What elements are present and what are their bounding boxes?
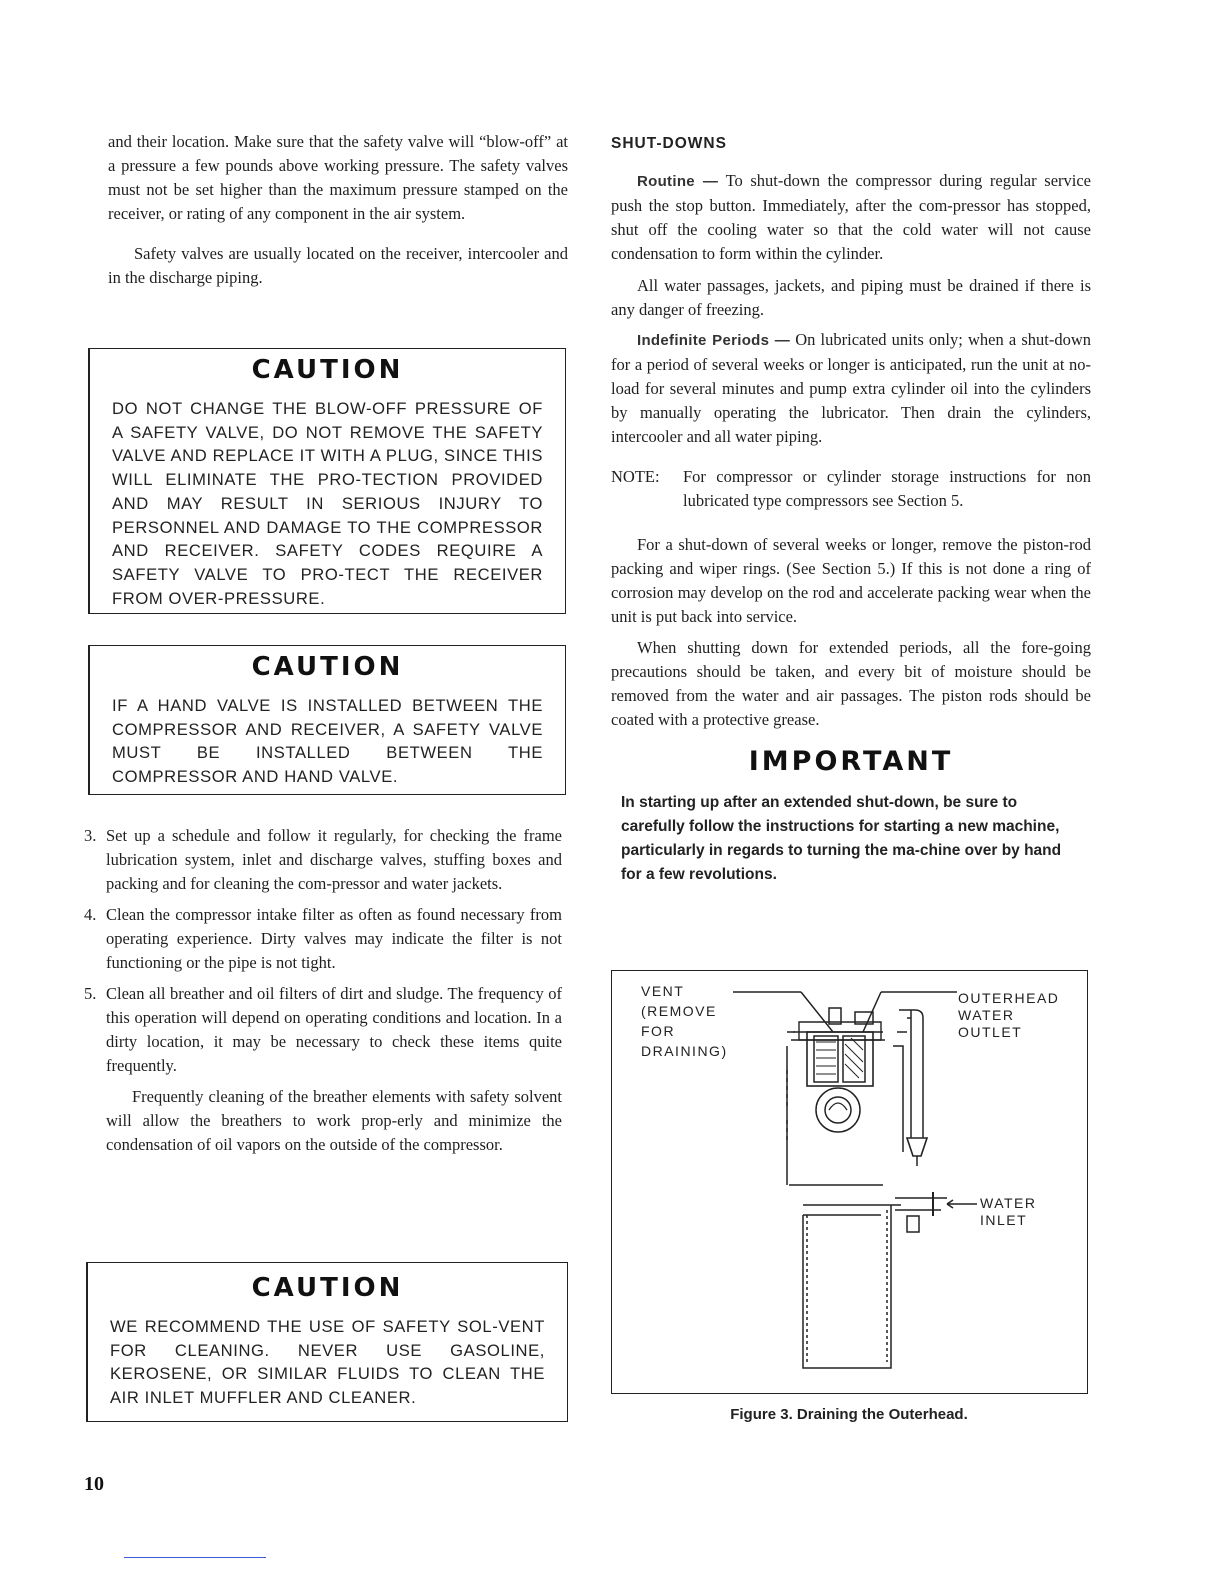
caution-box-hand-valve [88, 645, 566, 795]
important-text: In starting up after an extended shut-down, be sure to carefully follow the instructions for starting a new machine, particularly in regards to turning the ma-chine over by hand for a few revolutions. [621, 794, 1062, 883]
list-item [84, 824, 562, 896]
indefinite-text: On lubricated units only; when a shut-down for a period of several weeks or longer is anticipated, run the unit at no-load for several minutes and pump extra cylinder oil into the cylinders by manually operating the lubricator. Then drain the cylinders, intercooler and all water piping. [611, 330, 1092, 446]
caution-box-solvent [86, 1262, 568, 1422]
indefinite-label: Indefinite Periods — [637, 332, 791, 349]
caution-text: DO NOT CHANGE THE BLOW-OFF PRESSURE OF A SAFETY VALVE, DO NOT REMOVE THE SAFETY VALVE AND REPLACE IT WITH A PLUG, SINCE THIS WILL ELIMINATE THE PRO-TECTION PROVIDED AND MAY RESULT IN SERIOUS INJURY TO PERSONNEL AND DAMAGE TO THE COMPRESSOR AND RECEIVER. SAFETY CODES REQUIRE A SAFETY VALVE TO PRO-TECT THE RECEIVER FROM OVER-PRESSURE. [112, 399, 543, 608]
routine-text: To shut-down the compressor during regular service push the stop button. Immediately, after the com-pressor has stopped, shut off the cooling water so that the cold water will not cause condensation to form within the cylinder. [611, 171, 1091, 263]
list-item [84, 982, 562, 1078]
label-vent-line: VENT [641, 983, 685, 999]
intro-paragraph: and their location. Make sure that the safety valve will “blow-off” at a pressure a few pounds above working pressure. The safety valves must not be set higher than the maximum pressure stamped on the receiver, or rating of any component in the air system. [108, 132, 568, 223]
caution-title: CAUTION [251, 652, 404, 682]
label-vent-line: DRAINING) [641, 1043, 728, 1059]
list-text: Clean the compressor intake filter as often as found necessary from operating experience. Dirty valves may indicate the filter is not functioning or the pipe is not tight. [106, 905, 562, 972]
location-paragraph: Safety valves are usually located on the receiver, intercooler and in the discharge piping. [108, 244, 568, 287]
caution-title: CAUTION [251, 1273, 404, 1303]
list-text: Set up a schedule and follow it regularly, for checking the frame lubrication system, inlet and discharge valves, stuffing boxes and packing and for cleaning the com-pressor and water jackets. [106, 826, 562, 893]
packing-paragraph: For a shut-down of several weeks or longer, remove the piston-rod packing and wiper rings. (See Section 5.) If this is not done a ring of corrosion may develop on the rod and accelerate packing wear when the unit is put back into service. [611, 535, 1091, 626]
section-heading: SHUT-DOWNS [611, 135, 727, 152]
page-number: 10 [84, 1473, 104, 1495]
list-text: Clean all breather and oil filters of dirt and sludge. The frequency of this operation will depend on operating conditions and location. In a dirty location, it may be necessary to check these items quite frequently. [106, 984, 562, 1075]
bottom-rule [124, 1557, 266, 1558]
right-column [611, 135, 1091, 887]
label-outlet-line: OUTLET [958, 1024, 1023, 1040]
label-water-inlet [980, 1193, 1037, 1230]
label-vent-line: (REMOVE [641, 1003, 717, 1019]
label-inlet-line: INLET [980, 1212, 1028, 1228]
label-vent-line: FOR [641, 1023, 676, 1039]
breather-paragraph: Frequently cleaning of the breather elements with safety solvent will allow the breathers to work prop-erly and minimize the condensation of oil vapors on the outside of the compressor. [106, 1087, 562, 1154]
label-inlet-line: WATER [980, 1195, 1037, 1211]
list-item [84, 903, 562, 975]
caution-text: IF A HAND VALVE IS INSTALLED BETWEEN THE COMPRESSOR AND RECEIVER, A SAFETY VALVE MUST BE INSTALLED BETWEEN THE COMPRESSOR AND HAND VALVE. [112, 696, 543, 787]
note [611, 465, 1091, 513]
list-number: 5. [84, 984, 97, 1003]
drain-paragraph: All water passages, jackets, and piping must be drained if there is any danger of freezing. [611, 276, 1091, 319]
label-outlet-line: WATER [958, 1007, 1015, 1023]
label-outerhead-water-outlet [958, 988, 1059, 1042]
extended-paragraph: When shutting down for extended periods, all the fore-going precautions should be taken, and every bit of moisture should be removed from the water and air passages. The piston rods should be coated with a protective grease. [611, 638, 1091, 729]
list-number: 3. [84, 826, 97, 845]
maintenance-list [84, 824, 562, 1157]
routine-paragraph [611, 169, 1091, 266]
left-column [108, 130, 568, 290]
note-text: For compressor or cylinder storage instructions for non lubricated type compressors see Section 5. [683, 467, 1091, 510]
note-label: NOTE: [611, 467, 660, 486]
figure-caption: Figure 3. Draining the Outerhead. [730, 1406, 968, 1423]
caution-text: WE RECOMMEND THE USE OF SAFETY SOL-VENT FOR CLEANING. NEVER USE GASOLINE, KEROSENE, OR SIMILAR FLUIDS TO CLEAN THE AIR INLET MUFFLER AND CLEANER. [110, 1317, 545, 1408]
indefinite-paragraph [611, 328, 1091, 449]
label-outlet-line: OUTERHEAD [958, 990, 1060, 1006]
important-title: IMPORTANT [748, 746, 954, 777]
caution-box-safety-valve [88, 348, 566, 614]
caution-title: CAUTION [251, 355, 404, 385]
routine-label: Routine — [637, 173, 719, 190]
label-vent [641, 981, 728, 1061]
list-number: 4. [84, 905, 97, 924]
